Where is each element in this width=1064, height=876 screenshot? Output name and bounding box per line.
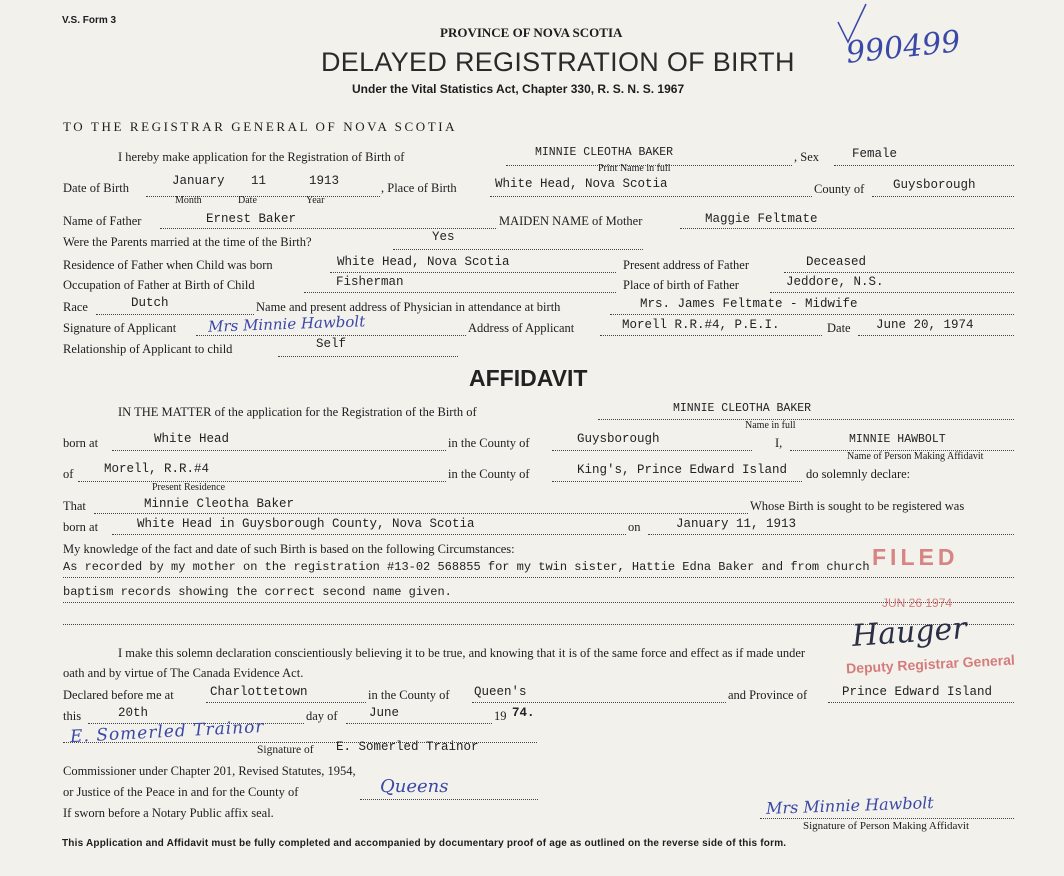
- father-label: Name of Father: [63, 214, 142, 228]
- month-value: June: [369, 706, 400, 720]
- address-label: Address of Applicant: [468, 321, 575, 335]
- child-name: MINNIE CLEOTHA BAKER: [535, 146, 674, 159]
- father-pob-label: Place of birth of Father: [623, 278, 739, 292]
- notary-line: If sworn before a Notary Public affix seal.: [63, 806, 274, 820]
- born-at-label: born at: [63, 436, 99, 450]
- county-label-3: in the County of: [448, 467, 530, 481]
- father-pob-value: Jeddore, N.S.: [786, 275, 884, 289]
- pob-value: White Head, Nova Scotia: [495, 177, 668, 191]
- mother-label: MAIDEN NAME of Mother: [499, 214, 643, 228]
- month-caption: Month: [175, 195, 202, 206]
- married-value: Yes: [432, 230, 455, 244]
- residence-value: White Head, Nova Scotia: [337, 255, 510, 269]
- affidavit-title: AFFIDAVIT: [469, 365, 588, 391]
- affidavit-county2-value: King's, Prince Edward Island: [577, 463, 788, 477]
- present-address-value: Deceased: [806, 255, 867, 269]
- year-caption: Year: [306, 195, 325, 206]
- declared-label: Declared before me at: [63, 688, 174, 702]
- present-address-label: Present address of Father: [623, 258, 750, 272]
- circumstances-line-2: baptism records showing the correct second name given.: [63, 585, 452, 599]
- in-county-label: in the County of: [368, 688, 450, 702]
- signature-label: Signature of Applicant: [63, 321, 177, 335]
- sex-label: , Sex: [794, 150, 819, 164]
- sex-value: Female: [852, 147, 898, 161]
- commissioner-signature: E. Somerled Trainor: [69, 716, 265, 748]
- commissioner-name: E. Somerled Trainor: [336, 740, 479, 754]
- affiant-caption: Name of Person Making Affidavit: [847, 451, 984, 462]
- residence-label: Residence of Father when Child was born: [63, 258, 273, 272]
- residence-value-2: Morell, R.R.#4: [104, 462, 210, 476]
- married-label: Were the Parents married at the time of the Birth?: [63, 235, 312, 249]
- name-in-full-caption: Name in full: [745, 420, 796, 431]
- footer-note: This Application and Affidavit must be fully completed and accompanied by documentary proof of age as outlined on the reverse side of this form.: [62, 838, 787, 849]
- mother-value: Maggie Feltmate: [705, 212, 818, 226]
- commissioner-line: Commissioner under Chapter 201, Revised Statutes, 1954,: [63, 764, 356, 778]
- registrar-signature: Hauger: [850, 611, 968, 654]
- justice-county-value: Queens: [380, 776, 449, 797]
- occupation-label: Occupation of Father at Birth of Child: [63, 278, 255, 292]
- address-value: Morell R.R.#4, P.E.I.: [622, 318, 780, 332]
- dob-label: Date of Birth: [63, 181, 129, 195]
- solemn-line-1: I make this solemn declaration conscientiously believing it to be true, and knowing that it is of the same force and effect as if made under: [118, 646, 806, 660]
- county-label: County of: [814, 182, 865, 196]
- race-value: Dutch: [131, 296, 169, 310]
- this-label: this: [63, 709, 82, 723]
- father-value: Ernest Baker: [206, 212, 297, 226]
- day-of-label: day of: [306, 709, 338, 723]
- race-label: Race: [63, 300, 88, 314]
- county-value: Guysborough: [893, 178, 976, 192]
- date-value: June 20, 1974: [876, 318, 974, 332]
- filed-date-stamp: JUN 26 1974: [882, 596, 953, 610]
- affiant-name: MINNIE HAWBOLT: [849, 433, 946, 446]
- affiant-signature: Mrs Minnie Hawbolt: [765, 793, 934, 818]
- knowledge-label: My knowledge of the fact and date of such Birth is based on the following Circumstances:: [63, 542, 515, 556]
- year-suffix: 74.: [512, 706, 535, 720]
- matter-label: IN THE MATTER of the application for the Registration of the Birth of: [118, 405, 477, 419]
- born-at-value: White Head: [154, 432, 230, 446]
- of-label: of: [63, 467, 74, 481]
- province-label: and Province of: [728, 688, 808, 702]
- day-value: 20th: [118, 706, 149, 720]
- solemn-line-2: oath and by virtue of The Canada Evidence Act.: [63, 666, 304, 680]
- date-caption: Date: [238, 195, 257, 206]
- physician-label: Name and present address of Physician in attendance at birth: [256, 300, 561, 314]
- application-intro: I hereby make application for the Registration of Birth of: [118, 150, 405, 164]
- province-heading: PROVINCE OF NOVA SCOTIA: [440, 25, 623, 40]
- on-date-value: January 11, 1913: [676, 517, 797, 531]
- year-prefix: 19: [494, 709, 507, 723]
- addressee: TO THE REGISTRAR GENERAL OF NOVA SCOTIA: [63, 119, 458, 134]
- justice-label: or Justice of the Peace in and for the County of: [63, 785, 299, 799]
- physician-value: Mrs. James Feltmate - Midwife: [640, 297, 858, 311]
- form-subtitle: Under the Vital Statistics Act, Chapter 330, R. S. N. S. 1967: [352, 82, 685, 96]
- pob-label: , Place of Birth: [381, 181, 457, 195]
- relationship-label: Relationship of Applicant to child: [63, 342, 233, 356]
- form-number: V.S. Form 3: [62, 15, 117, 26]
- relationship-value: Self: [316, 337, 347, 351]
- that-name: Minnie Cleotha Baker: [144, 497, 295, 511]
- registration-number: 990499: [844, 24, 963, 71]
- on-label: on: [628, 520, 641, 534]
- form-title: DELAYED REGISTRATION OF BIRTH: [321, 47, 795, 77]
- whose-birth-label: Whose Birth is sought to be registered was: [750, 499, 965, 513]
- print-name-caption: Print Name in full: [598, 163, 671, 174]
- date-label: Date: [827, 321, 851, 335]
- i-label: I,: [775, 436, 783, 450]
- dob-day: 11: [251, 174, 267, 188]
- affiant-signature-caption: Signature of Person Making Affidavit: [803, 820, 969, 832]
- in-county-value: Queen's: [474, 685, 527, 699]
- that-label: That: [63, 499, 86, 513]
- circumstances-line-1: As recorded by my mother on the registration #13-02 568855 for my twin sister, Hattie Edna Baker and from church: [63, 560, 870, 574]
- born-at-value-2: White Head in Guysborough County, Nova Scotia: [137, 517, 475, 531]
- dob-month: January: [172, 174, 225, 188]
- county-label-2: in the County of: [448, 436, 530, 450]
- born-at-label-2: born at: [63, 520, 99, 534]
- province-value: Prince Edward Island: [842, 685, 993, 699]
- dob-year: 1913: [309, 174, 340, 188]
- declared-at-value: Charlottetown: [210, 685, 308, 699]
- signature-of-label: Signature of: [257, 744, 314, 756]
- matter-name: MINNIE CLEOTHA BAKER: [673, 402, 812, 415]
- applicant-signature: Mrs Minnie Hawbolt: [207, 312, 366, 336]
- affidavit-county-value: Guysborough: [577, 432, 660, 446]
- filed-stamp: FILED: [872, 544, 959, 570]
- declare-label: do solemnly declare:: [806, 467, 911, 481]
- deputy-registrar-stamp: Deputy Registrar General: [845, 651, 1016, 677]
- occupation-value: Fisherman: [336, 275, 404, 289]
- present-residence-caption: Present Residence: [152, 482, 226, 493]
